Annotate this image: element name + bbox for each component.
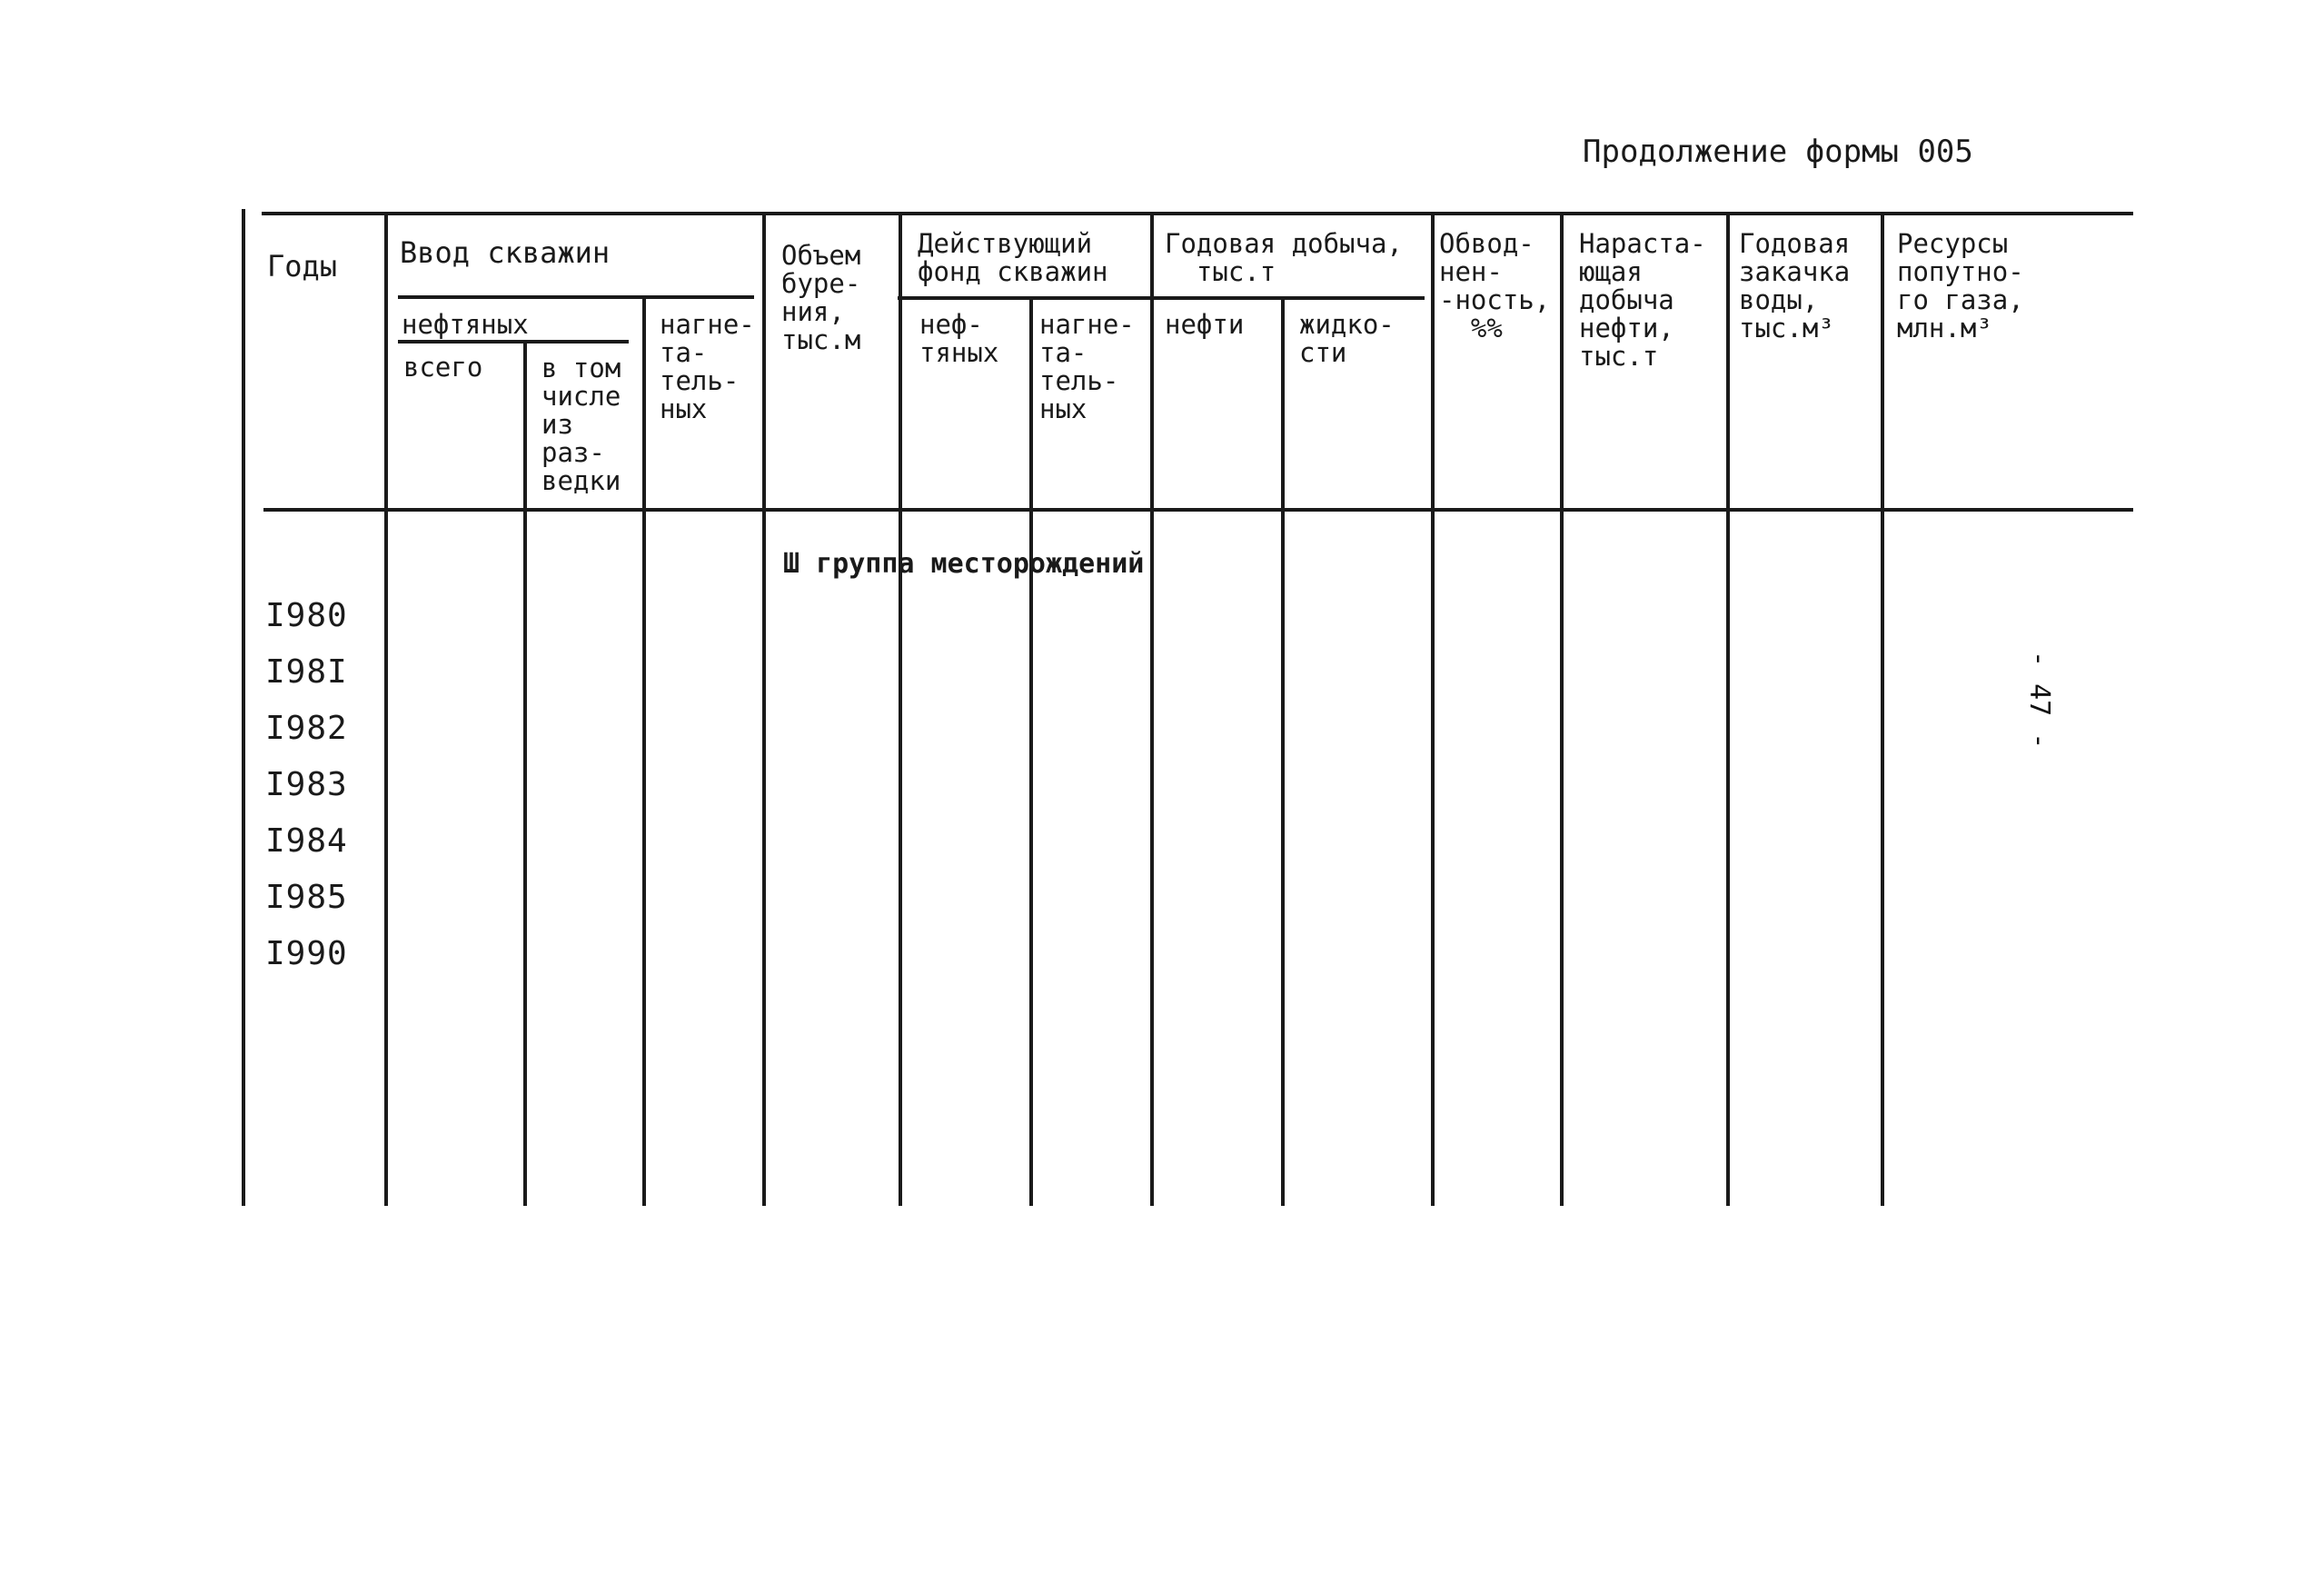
header-bottom-rule bbox=[263, 508, 2133, 512]
header-oil-total: всего bbox=[403, 352, 483, 383]
header-oil-incl-exploration: в том числе из раз- ведки bbox=[541, 353, 621, 496]
header-active-injection: нагне- та- тель- ных bbox=[1039, 309, 1135, 424]
column-divider bbox=[899, 212, 902, 1206]
column-divider bbox=[384, 212, 388, 1206]
wells-input-rule bbox=[398, 295, 754, 299]
header-oil-wells: нефтяных bbox=[402, 309, 529, 340]
page-number: - 47 - bbox=[2023, 651, 2055, 750]
year-row-label: I985 bbox=[265, 879, 348, 916]
header-annual-liquid: жидко- сти bbox=[1299, 309, 1395, 368]
year-row-label: I984 bbox=[265, 822, 348, 860]
header-cumulative-oil: Нараста- ющая добыча нефти, тыс.т bbox=[1579, 228, 1706, 372]
column-divider bbox=[1150, 212, 1154, 1206]
column-divider bbox=[642, 298, 646, 1206]
active-fund-rule bbox=[898, 296, 1425, 300]
column-divider bbox=[1029, 298, 1033, 1206]
header-years: Годы bbox=[267, 249, 338, 284]
year-row-label: I990 bbox=[265, 935, 348, 972]
year-row-label: I98I bbox=[265, 653, 348, 691]
header-wells-input: Ввод скважин bbox=[400, 235, 611, 270]
column-divider bbox=[1431, 212, 1435, 1206]
group-label: Ш группа месторождений bbox=[783, 548, 1145, 580]
year-row-label: I980 bbox=[265, 597, 348, 634]
header-annual-water-injection: Годовая закачка воды, тыс.м³ bbox=[1739, 228, 1851, 343]
header-active-fund: Действующий фонд скважин bbox=[918, 228, 1108, 287]
table-top-rule bbox=[262, 212, 2133, 215]
page-title: Продолжение формы 005 bbox=[1583, 134, 1973, 170]
header-annual-production: Годовая добыча, тыс.т bbox=[1165, 228, 1403, 287]
header-drilling-volume: Объем буре- ния, тыс.м bbox=[781, 240, 861, 355]
column-divider bbox=[1726, 212, 1730, 1206]
header-annual-oil: нефти bbox=[1165, 309, 1245, 340]
header-water-cut: Обвод- нен- -ность, %% bbox=[1439, 228, 1551, 343]
header-active-oil: неф- тяных bbox=[919, 309, 999, 368]
column-divider bbox=[762, 212, 766, 1206]
year-row-label: I982 bbox=[265, 710, 348, 747]
year-row-label: I983 bbox=[265, 766, 348, 803]
column-divider bbox=[1881, 212, 1884, 1206]
column-divider bbox=[1281, 298, 1285, 1206]
column-divider bbox=[523, 342, 527, 1206]
column-divider bbox=[1560, 212, 1564, 1206]
oil-wells-rule bbox=[398, 340, 629, 343]
table-left-border bbox=[242, 209, 245, 1206]
header-injection: нагне- та- тель- ных bbox=[660, 309, 755, 424]
header-associated-gas: Ресурсы попутно- го газа, млн.м³ bbox=[1897, 228, 2024, 343]
